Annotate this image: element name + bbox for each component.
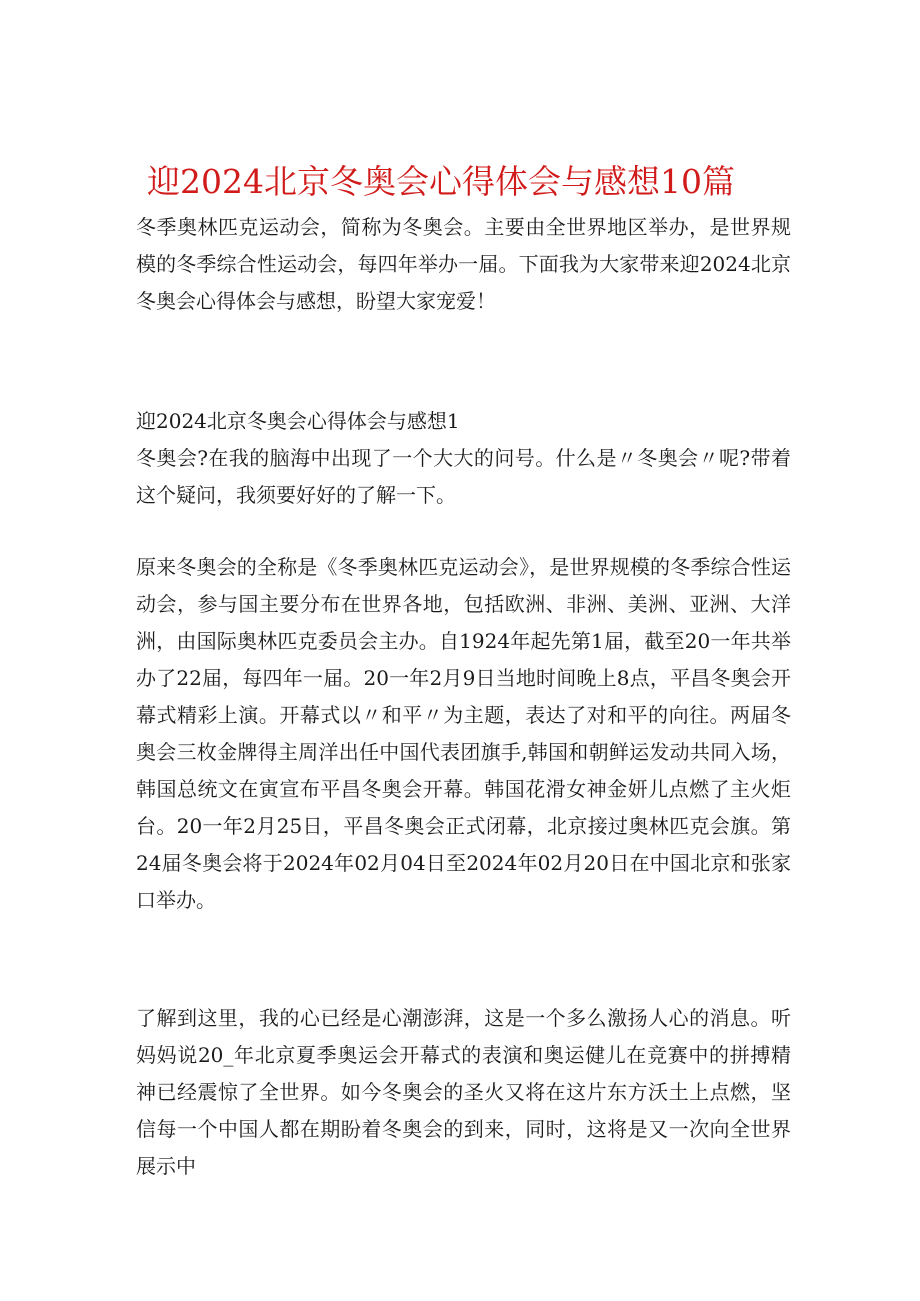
body-paragraph-1: 冬奥会?在我的脑海中出现了一个大大的问号。什么是〃冬奥会〃呢?带着这个疑问，我须要好好的了解一下。 [136, 446, 791, 507]
body-paragraph-2: 原来冬奥会的全称是《冬季奥林匹克运动会》，是世界规模的冬季综合性运动会，参与国主要分布在世界各地，包括欧洲、非洲、美洲、亚洲、大洋洲，由国际奥林匹克委员会主办。自1924年起先第1届，截至20一年共举办了22届，每四年一届。20一年2月9日当地时间晚上8点，平昌冬奥会开幕式精彩上演。开幕式以〃和平〃为主题，表达了对和平的向往。两届冬奥会三枚金牌得主周洋出任中国代表团旗手,韩国和朝鲜运发动共同入场，韩国总统文在寅宣布平昌冬奥会开幕。韩国花滑女神金妍儿点燃了主火炬台。20一年2月25日，平昌冬奥会正式闭幕，北京接过奥林匹克会旗。第24届冬奥会将于2024年02月04日至2024年02月20日在中国北京和张家口举办。 [136, 555, 791, 912]
intro-paragraph: 冬季奥林匹克运动会，简称为冬奥会。主要由全世界地区举办，是世界规模的冬季综合性运动会，每四年举办一届。下面我为大家带来迎2024北京冬奥会心得体会与感想，盼望大家宠爱！ [136, 215, 791, 313]
body-paragraph-3: 了解到这里，我的心已经是心潮澎湃，这是一个多么激扬人心的消息。听妈妈说20_年北京夏季奥运会开幕式的表演和奥运健儿在竞赛中的拼搏精神已经震惊了全世界。如今冬奥会的圣火又将在这片东方沃土上点燃，坚信每一个中国人都在期盼着冬奥会的到来，同时，这将是又一次向全世界展示中 [136, 1006, 791, 1178]
document-title: 迎2024北京冬奥会心得体会与感想10篇 [147, 162, 735, 202]
section-heading: 迎2024北京冬奥会心得体会与感想1 [136, 409, 460, 433]
